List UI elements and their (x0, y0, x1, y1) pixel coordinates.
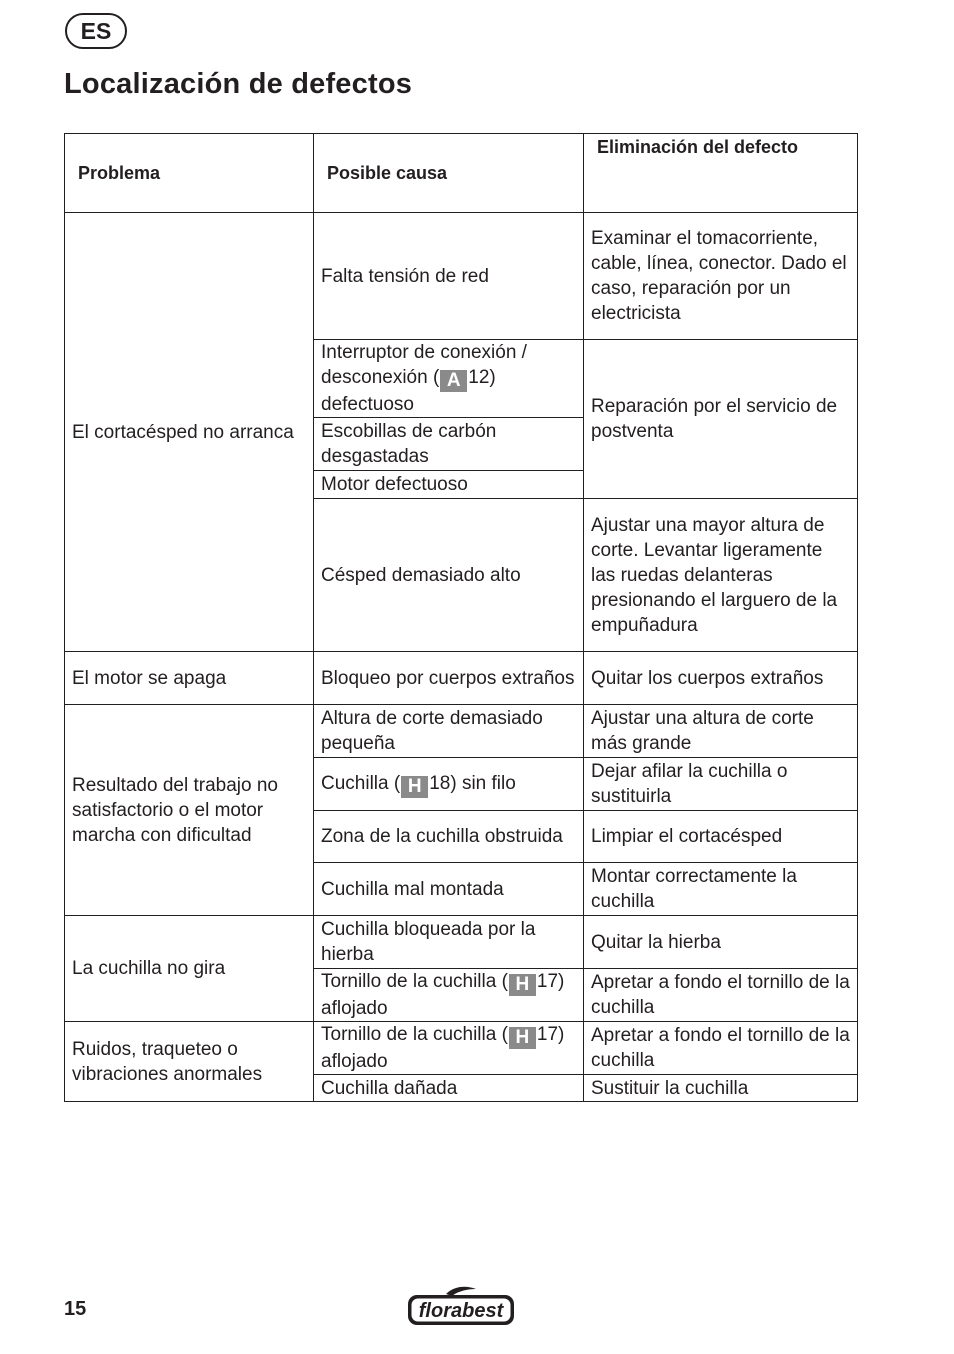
figure-ref-badge: H (401, 776, 428, 798)
solution-cell: Examinar el tomacorriente, cable, línea, conector. Dado el caso, reparación por un electricista (584, 213, 858, 340)
table-row (65, 213, 858, 340)
cause-cell: Cuchilla dañada (314, 1075, 584, 1102)
page-number: 15 (64, 1298, 87, 1320)
cause-text: 18) sin filo (429, 772, 516, 794)
column-header-problem: Problema (65, 134, 314, 213)
cause-cell: Césped demasiado alto (314, 499, 584, 652)
problem-cell: El motor se apaga (65, 652, 314, 705)
solution-cell: Ajustar una mayor altura de corte. Levantar ligeramente las ruedas delanteras presionando el larguero de la empuñadura (584, 499, 858, 652)
cause-cell: Cuchilla bloqueada por la hierba (314, 916, 584, 969)
solution-cell: Apretar a fondo el tornillo de la cuchilla (584, 1022, 858, 1075)
cause-cell: Falta tensión de red (314, 213, 584, 340)
table-row (65, 705, 858, 758)
solution-cell: Limpiar el cortacésped (584, 811, 858, 863)
brand-name: florabest (418, 1300, 504, 1322)
language-badge: ES (65, 13, 127, 49)
florabest-logo (406, 1285, 516, 1327)
column-header-cause: Posible causa (314, 134, 584, 213)
solution-cell: Apretar a fondo el tornillo de la cuchilla (584, 969, 858, 1022)
cause-cell (314, 758, 584, 811)
cause-text: Tornillo de la cuchilla ( (321, 971, 508, 992)
page-title: Localización de defectos (64, 68, 413, 100)
cause-cell: Altura de corte demasiado pequeña (314, 705, 584, 758)
solution-cell: Montar correctamente la cuchilla (584, 863, 858, 916)
cause-text: 17) aflojado (321, 971, 565, 1019)
cause-cell (314, 1022, 584, 1075)
cause-cell: Bloqueo por cuerpos extraños (314, 652, 584, 705)
table-header-row (65, 134, 858, 213)
cause-cell: Cuchilla mal montada (314, 863, 584, 916)
figure-ref-badge: H (509, 1027, 536, 1049)
cause-text: 17) aflojado (321, 1024, 565, 1072)
figure-ref-badge: H (509, 974, 536, 996)
solution-cell: Dejar afilar la cuchilla o sustituirla (584, 758, 858, 811)
table-row (65, 916, 858, 969)
troubleshooting-table (64, 133, 858, 1102)
figure-ref-badge: A (440, 370, 467, 392)
cause-text: Interruptor de conexión / desconexión ( (321, 342, 527, 388)
table-row (65, 1022, 858, 1075)
cause-cell: Motor defectuoso (314, 471, 584, 499)
solution-cell: Quitar la hierba (584, 916, 858, 969)
cause-cell (314, 969, 584, 1022)
cause-text: 12) defectuoso (321, 367, 496, 415)
problem-cell: Ruidos, traqueteo o vibraciones anormales (65, 1022, 314, 1102)
solution-cell: Reparación por el servicio de postventa (584, 340, 858, 499)
cause-cell: Zona de la cuchilla obstruida (314, 811, 584, 863)
cause-cell (314, 340, 584, 418)
cause-text: Tornillo de la cuchilla ( (321, 1024, 508, 1045)
cause-text: Cuchilla ( (321, 772, 401, 794)
solution-cell: Sustituir la cuchilla (584, 1075, 858, 1102)
florabest-logo-icon (406, 1285, 516, 1327)
problem-cell: La cuchilla no gira (65, 916, 314, 1022)
problem-cell: Resultado del trabajo no satisfactorio o el motor marcha con dificultad (65, 705, 314, 916)
solution-cell: Ajustar una altura de corte más grande (584, 705, 858, 758)
column-header-solution: Eliminación del defecto (584, 134, 858, 213)
cause-cell: Escobillas de carbón desgastadas (314, 418, 584, 471)
solution-cell: Quitar los cuerpos extraños (584, 652, 858, 705)
problem-cell: El cortacésped no arranca (65, 213, 314, 652)
table-row (65, 652, 858, 705)
